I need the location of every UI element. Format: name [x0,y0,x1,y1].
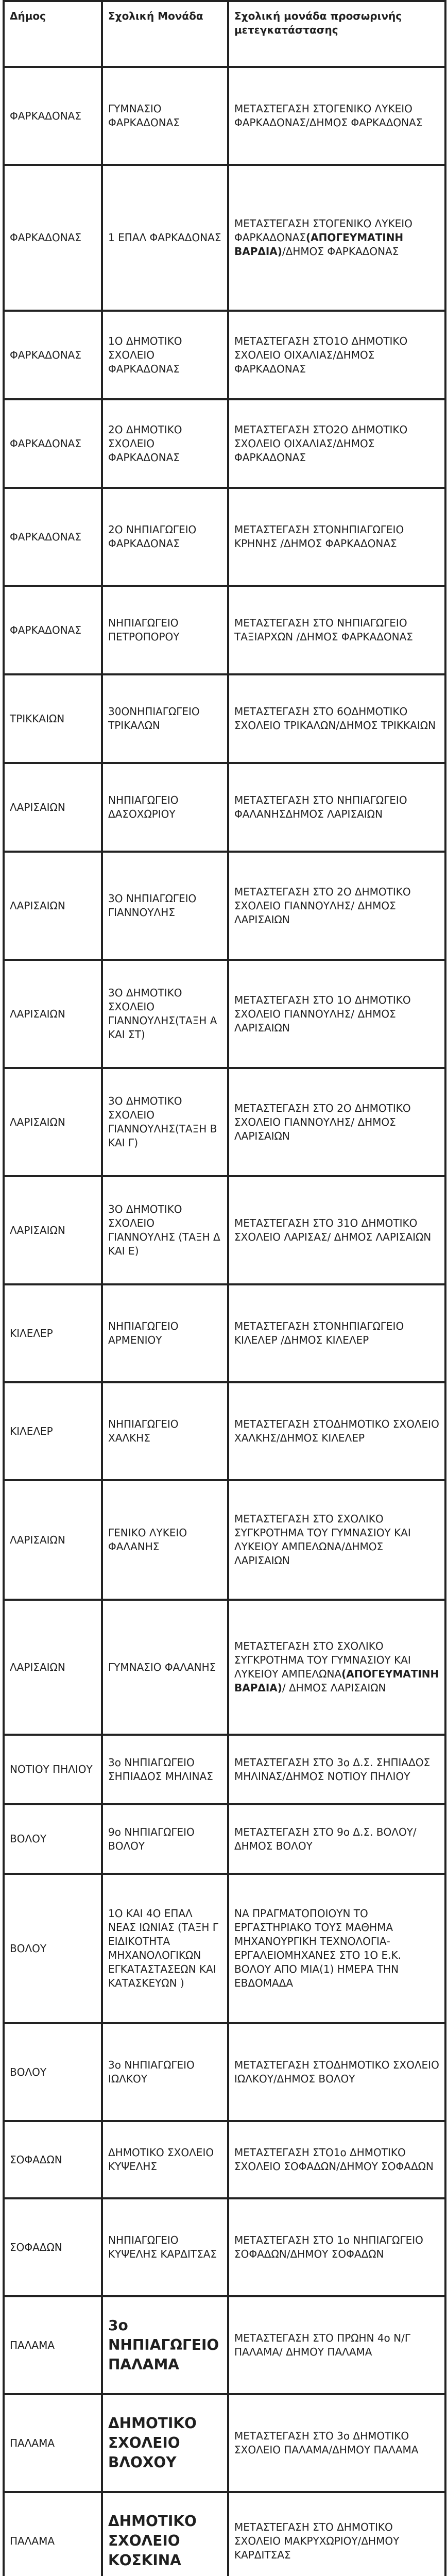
municipality-cell: ΦΑΡΚΑΔΟΝΑΣ [4,586,102,674]
school-cell: 1Ο ΔΗΜΟΤΙΚΟ ΣΧΟΛΕΙΟ ΦΑΡΚΑΔΟΝΑΣ [102,311,228,399]
header-municipality: Δήμος [4,1,102,67]
destination-cell [228,2394,445,2492]
header-destination: Σχολική μονάδα προσωρινής μετεγκατάστασης [228,1,445,67]
municipality-cell: ΤΡΙΚΚΑΙΩΝ [4,674,102,763]
destination-cell [228,1600,445,1735]
destination-text: ΜΕΤΑΣΤΕΓΑΣΗ ΣΤΟ 1ο ΝΗΠΙΑΓΩΓΕΙΟ ΣΟΦΑΔΩΝ/ΔΗΜΟΥ ΣΟΦΑΔΩΝ [234,2234,423,2260]
destination-text: ΜΕΤΑΣΤΕΓΑΣΗ ΣΤΟ ΣΧΟΛΙΚΟ ΣΥΓΚΡΟΤΗΜΑ ΤΟΥ ΓΥΜΝΑΣΙΟΥ ΚΑΙ ΛΥΚΕΙΟΥ ΑΜΠΕΛΩΝΑ/ΔΗΜΟΣ ΛΑΡΙΣΑΙΩΝ [234,1513,411,1567]
school-cell: 1Ο ΚΑΙ 4Ο ΕΠΑΛ ΝΕΑΣ ΙΩΝΙΑΣ (ΤΑΞΗ Γ ΕΙΔΙΚΟΤΗΤΑ ΜΗΧΑΝΟΛΟΓΙΚΩΝ ΕΓΚΑΤΑΣΤΑΣΕΩΝ ΚΑΙ ΚΑΤΑΣΚΕΥΩΝ ) [102,1874,228,2023]
table-row [4,488,445,586]
destination-suffix: /ΔΗΜΟΣ ΦΑΡΚΑΔΟΝΑΣ [282,245,399,258]
destination-text: ΜΕΤΑΣΤΕΓΑΣΗ ΣΤΟΝΗΠΙΑΓΩΓΕΙΟ ΚΙΛΕΛΕΡ /ΔΗΜΟΣ ΚΙΛΕΛΕΡ [234,1320,404,1346]
municipality-cell: ΚΙΛΕΛΕΡ [4,1284,102,1382]
school-cell: ΔΗΜΟΤΙΚΟ ΣΧΟΛΕΙΟ ΚΟΣΚΙΝΑ [102,2492,228,2576]
school-cell: 3Ο ΔΗΜΟΤΙΚΟ ΣΧΟΛΕΙΟ ΓΙΑΝΝΟΥΛΗΣ(ΤΑΞΗ Α ΚΑΙ ΣΤ) [102,960,228,1068]
municipality-cell: ΠΑΛΑΜΑ [4,2492,102,2576]
municipality-cell: ΠΑΛΑΜΑ [4,2394,102,2492]
municipality-cell: ΦΑΡΚΑΔΟΝΑΣ [4,488,102,586]
destination-cell [228,960,445,1068]
header-school: Σχολική Μονάδα [102,1,228,67]
destination-text: ΜΕΤΑΣΤΕΓΑΣΗ ΣΤΟ ΝΗΠΙΑΓΩΓΕΙΟ ΦΑΛΑΝΗΣΔΗΜΟΣ ΛΑΡΙΣΑΙΩΝ [234,794,407,820]
table-row [4,1600,445,1735]
destination-cell [228,1735,445,1804]
school-cell: ΝΗΠΙΑΓΩΓΕΙΟ ΧΑΛΚΗΣ [102,1382,228,1480]
destination-text: ΜΕΤΑΣΤΕΓΑΣΗ ΣΤΟΔΗΜΟΤΙΚΟ ΣΧΟΛΕΙΟ ΙΩΛΚΟΥ/ΔΗΜΟΣ ΒΟΛΟΥ [234,2059,439,2085]
municipality-cell: ΝΟΤΙΟΥ ΠΗΛΙΟΥ [4,1735,102,1804]
destination-emphasis: (ΑΠΟΓΕΥΜΑΤΙΝΗ ΒΑΡΔΙΑ) [234,231,404,258]
table-row [4,1874,445,2023]
destination-text: ΝΑ ΠΡΑΓΜΑΤΟΠΟΙΟΥΝ ΤΟ ΕΡΓΑΣΤΗΡΙΑΚΟ ΤΟΥΣ ΜΑΘΗΜΑ ΜΗΧΑΝΟΥΡΓΙΚΗ ΤΕΧΝΟΛΟΓΙΑ-ΕΡΓΑΛΕΙΟΜΗΧΑΝΕΣ ΣΤΟ 1Ο Ε.Κ. ΒΟΛΟΥ ΑΠΟ ΜΙΑ(1) ΗΜΕΡΑ ΤΗΝ ΕΒΔΟΜΑΔΑ [234,1907,401,1989]
table-header-row [4,1,445,67]
table-row [4,1068,445,1176]
school-cell: 2Ο ΔΗΜΟΤΙΚΟ ΣΧΟΛΕΙΟ ΦΑΡΚΑΔΟΝΑΣ [102,399,228,488]
destination-cell [228,1284,445,1382]
school-cell: ΔΗΜΟΤΙΚΟ ΣΧΟΛΕΙΟ ΚΥΨΕΛΗΣ [102,2121,228,2198]
table-row [4,1735,445,1804]
table-row [4,165,445,311]
table-row [4,852,445,960]
table-row [4,1382,445,1480]
school-cell: 2Ο ΝΗΠΙΑΓΩΓΕΙΟ ΦΑΡΚΑΔΟΝΑΣ [102,488,228,586]
municipality-cell: ΚΙΛΕΛΕΡ [4,1382,102,1480]
destination-text: ΜΕΤΑΣΤΕΓΑΣΗ ΣΤΟ1ο ΔΗΜΟΤΙΚΟ ΣΧΟΛΕΙΟ ΣΟΦΑΔΩΝ/ΔΗΜΟΥ ΣΟΦΑΔΩΝ [234,2146,434,2173]
destination-text: ΜΕΤΑΣΤΕΓΑΣΗ ΣΤΟ2Ο ΔΗΜΟΤΙΚΟ ΣΧΟΛΕΙΟ ΟΙΧΑΛΙΑΣ/ΔΗΜΟΣ ΦΑΡΚΑΔΟΝΑΣ [234,423,408,464]
table-row [4,1804,445,1874]
table-row [4,763,445,852]
municipality-cell: ΒΟΛΟΥ [4,1874,102,2023]
school-cell: 3ο ΝΗΠΙΑΓΩΓΕΙΟ ΙΩΛΚΟΥ [102,2023,228,2121]
municipality-cell: ΦΑΡΚΑΔΟΝΑΣ [4,67,102,165]
destination-cell [228,399,445,488]
school-cell: ΓΥΜΝΑΣΙΟ ΦΑΡΚΑΔΟΝΑΣ [102,67,228,165]
table-row [4,2023,445,2121]
destination-cell [228,1874,445,2023]
school-cell: 1 ΕΠΑΛ ΦΑΡΚΑΔΟΝΑΣ [102,165,228,311]
school-cell: ΓΥΜΝΑΣΙΟ ΦΑΛΑΝΗΣ [102,1600,228,1735]
table-row [4,2198,445,2296]
destination-text: ΜΕΤΑΣΤΕΓΑΣΗ ΣΤΟ 31Ο ΔΗΜΟΤΙΚΟ ΣΧΟΛΕΙΟ ΛΑΡΙΣΑΣ/ ΔΗΜΟΣ ΛΑΡΙΣΑΙΩΝ [234,1217,432,1243]
school-cell: ΔΗΜΟΤΙΚΟ ΣΧΟΛΕΙΟ ΒΛΟΧΟΥ [102,2394,228,2492]
municipality-cell: ΦΑΡΚΑΔΟΝΑΣ [4,311,102,399]
destination-cell [228,2492,445,2576]
destination-cell [228,1068,445,1176]
school-cell: 3ο ΝΗΠΙΑΓΩΓΕΙΟ ΣΗΠΙΑΔΟΣ ΜΗΛΙΝΑΣ [102,1735,228,1804]
school-cell: 30ΟΝΗΠΙΑΓΩΓΕΙΟ ΤΡΙΚΑΛΩΝ [102,674,228,763]
destination-text: ΜΕΤΑΣΤΕΓΑΣΗ ΣΤΟΝΗΠΙΑΓΩΓΕΙΟ ΚΡΗΝΗΣ /ΔΗΜΟΣ ΦΑΡΚΑΔΟΝΑΣ [234,523,404,550]
destination-cell [228,2023,445,2121]
municipality-cell: ΦΑΡΚΑΔΟΝΑΣ [4,399,102,488]
destination-text: ΜΕΤΑΣΤΕΓΑΣΗ ΣΤΟΔΗΜΟΤΙΚΟ ΣΧΟΛΕΙΟ ΧΑΛΚΗΣ/ΔΗΜΟΣ ΚΙΛΕΛΕΡ [234,1418,439,1444]
municipality-cell: ΛΑΡΙΣΑΙΩΝ [4,1600,102,1735]
destination-cell [228,1480,445,1600]
destination-text: ΜΕΤΑΣΤΕΓΑΣΗ ΣΤΟ ΣΧΟΛΙΚΟ ΣΥΓΚΡΟΤΗΜΑ ΤΟΥ ΓΥΜΝΑΣΙΟΥ ΚΑΙ ΛΥΚΕΙΟΥ ΑΜΠΕΛΩΝΑ [234,1640,411,1680]
destination-cell [228,311,445,399]
school-cell: ΓΕΝΙΚΟ ΛΥΚΕΙΟ ΦΑΛΑΝΗΣ [102,1480,228,1600]
municipality-cell: ΣΟΦΑΔΩΝ [4,2121,102,2198]
table-row [4,674,445,763]
school-cell: ΝΗΠΙΑΓΩΓΕΙΟ ΑΡΜΕΝΙΟΥ [102,1284,228,1382]
table-body [4,67,445,2576]
table-row [4,2394,445,2492]
school-cell: 9ο ΝΗΠΙΑΓΩΓΕΙΟ ΒΟΛΟΥ [102,1804,228,1874]
table-row [4,311,445,399]
table-row [4,586,445,674]
destination-suffix: / ΔΗΜΟΣ ΛΑΡΙΣΑΙΩΝ [282,1682,386,1694]
destination-text: ΜΕΤΑΣΤΕΓΑΣΗ ΣΤΟ 9ο Δ.Σ. ΒΟΛΟΥ/ΔΗΜΟΣ ΒΟΛΟΥ [234,1825,417,1852]
school-cell: 3Ο ΔΗΜΟΤΙΚΟ ΣΧΟΛΕΙΟ ΓΙΑΝΝΟΥΛΗΣ (ΤΑΞΗ Δ ΚΑΙ Ε) [102,1176,228,1284]
destination-text: ΜΕΤΑΣΤΕΓΑΣΗ ΣΤΟ 2Ο ΔΗΜΟΤΙΚΟ ΣΧΟΛΕΙΟ ΓΙΑΝΝΟΥΛΗΣ/ ΔΗΜΟΣ ΛΑΡΙΣΑΙΩΝ [234,885,411,926]
school-cell: 3Ο ΔΗΜΟΤΙΚΟ ΣΧΟΛΕΙΟ ΓΙΑΝΝΟΥΛΗΣ(ΤΑΞΗ Β ΚΑΙ Γ) [102,1068,228,1176]
school-cell: 3Ο ΝΗΠΙΑΓΩΓΕΙΟ ΓΙΑΝΝΟΥΛΗΣ [102,852,228,960]
municipality-cell: ΛΑΡΙΣΑΙΩΝ [4,763,102,852]
school-cell: ΝΗΠΙΑΓΩΓΕΙΟ ΚΥΨΕΛΗΣ ΚΑΡΔΙΤΣΑΣ [102,2198,228,2296]
destination-cell [228,2296,445,2394]
municipality-cell: ΦΑΡΚΑΔΟΝΑΣ [4,165,102,311]
relocation-table [3,0,446,2576]
destination-cell [228,67,445,165]
destination-text: ΜΕΤΑΣΤΕΓΑΣΗ ΣΤΟ 2Ο ΔΗΜΟΤΙΚΟ ΣΧΟΛΕΙΟ ΓΙΑΝΝΟΥΛΗΣ/ ΔΗΜΟΣ ΛΑΡΙΣΑΙΩΝ [234,1101,411,1142]
destination-cell [228,674,445,763]
destination-cell [228,852,445,960]
destination-text: ΜΕΤΑΣΤΕΓΑΣΗ ΣΤΟΓΕΝΙΚΟ ΛΥΚΕΙΟ ΦΑΡΚΑΔΟΝΑΣ/ΔΗΜΟΣ ΦΑΡΚΑΔΟΝΑΣ [234,103,423,129]
municipality-cell: ΣΟΦΑΔΩΝ [4,2198,102,2296]
municipality-cell: ΛΑΡΙΣΑΙΩΝ [4,852,102,960]
table-row [4,1480,445,1600]
destination-cell [228,2198,445,2296]
table-row [4,2121,445,2198]
table-row [4,399,445,488]
table-row [4,1176,445,1284]
municipality-cell: ΛΑΡΙΣΑΙΩΝ [4,1068,102,1176]
destination-cell [228,488,445,586]
table-row [4,67,445,165]
destination-cell [228,2121,445,2198]
destination-text: ΜΕΤΑΣΤΕΓΑΣΗ ΣΤΟΓΕΝΙΚΟ ΛΥΚΕΙΟ ΦΑΡΚΑΔΟΝΑΣ [234,217,412,244]
destination-text: ΜΕΤΑΣΤΕΓΑΣΗ ΣΤΟ ΝΗΠΙΑΓΩΓΕΙΟ ΤΑΞΙΑΡΧΩΝ /ΔΗΜΟΣ ΦΑΡΚΑΔΟΝΑΣ [234,617,413,643]
school-cell: 3ο ΝΗΠΙΑΓΩΓΕΙΟ ΠΑΛΑΜΑ [102,2296,228,2394]
table-row [4,2296,445,2394]
destination-text: ΜΕΤΑΣΤΕΓΑΣΗ ΣΤΟ1Ο ΔΗΜΟΤΙΚΟ ΣΧΟΛΕΙΟ ΟΙΧΑΛΙΑΣ/ΔΗΜΟΣ ΦΑΡΚΑΔΟΝΑΣ [234,334,408,375]
destination-cell [228,1176,445,1284]
destination-emphasis: (ΑΠΟΓΕΥΜΑΤΙΝΗ ΒΑΡΔΙΑ) [234,1668,439,1694]
municipality-cell: ΛΑΡΙΣΑΙΩΝ [4,1176,102,1284]
table-row [4,960,445,1068]
destination-text: ΜΕΤΑΣΤΕΓΑΣΗ ΣΤΟ ΠΡΩΗΝ 4ο Ν/Γ ΠΑΛΑΜΑ/ ΔΗΜΟΥ ΠΑΛΑΜΑ [234,2332,410,2358]
municipality-cell: ΛΑΡΙΣΑΙΩΝ [4,960,102,1068]
municipality-cell: ΠΑΛΑΜΑ [4,2296,102,2394]
destination-cell [228,1382,445,1480]
school-cell: ΝΗΠΙΑΓΩΓΕΙΟ ΠΕΤΡΟΠΟΡΟΥ [102,586,228,674]
destination-text: ΜΕΤΑΣΤΕΓΑΣΗ ΣΤΟ 3ο Δ.Σ. ΣΗΠΙΑΔΟΣ ΜΗΛΙΝΑΣ/ΔΗΜΟΣ ΝΟΤΙΟΥ ΠΗΛΙΟΥ [234,1756,431,1783]
destination-text: ΜΕΤΑΣΤΕΓΑΣΗ ΣΤΟ 3ο ΔΗΜΟΤΙΚΟ ΣΧΟΛΕΙΟ ΠΑΛΑΜΑ/ΔΗΜΟΥ ΠΑΛΑΜΑ [234,2430,419,2456]
destination-cell [228,165,445,311]
destination-cell [228,763,445,852]
school-cell: ΝΗΠΙΑΓΩΓΕΙΟ ΔΑΣΟΧΩΡΙΟΥ [102,763,228,852]
table-row [4,1284,445,1382]
table-row [4,2492,445,2576]
municipality-cell: ΒΟΛΟΥ [4,1804,102,1874]
destination-cell [228,1804,445,1874]
municipality-cell: ΛΑΡΙΣΑΙΩΝ [4,1480,102,1600]
destination-text: ΜΕΤΑΣΤΕΓΑΣΗ ΣΤΟ 6ΟΔΗΜΟΤΙΚΟ ΣΧΟΛΕΙΟ ΤΡΙΚΑΛΩΝ/ΔΗΜΟΣ ΤΡΙΚΚΑΙΩΝ [234,705,436,732]
destination-cell [228,586,445,674]
municipality-cell: ΒΟΛΟΥ [4,2023,102,2121]
destination-text: ΜΕΤΑΣΤΕΓΑΣΗ ΣΤΟ ΔΗΜΟΤΙΚΟ ΣΧΟΛΕΙΟ ΜΑΚΡΥΧΩΡΙΟΥ/ΔΗΜΟΥ ΚΑΡΔΙΤΣΑΣ [234,2520,400,2561]
destination-text: ΜΕΤΑΣΤΕΓΑΣΗ ΣΤΟ 1Ο ΔΗΜΟΤΙΚΟ ΣΧΟΛΕΙΟ ΓΙΑΝΝΟΥΛΗΣ/ ΔΗΜΟΣ ΛΑΡΙΣΑΙΩΝ [234,993,411,1034]
